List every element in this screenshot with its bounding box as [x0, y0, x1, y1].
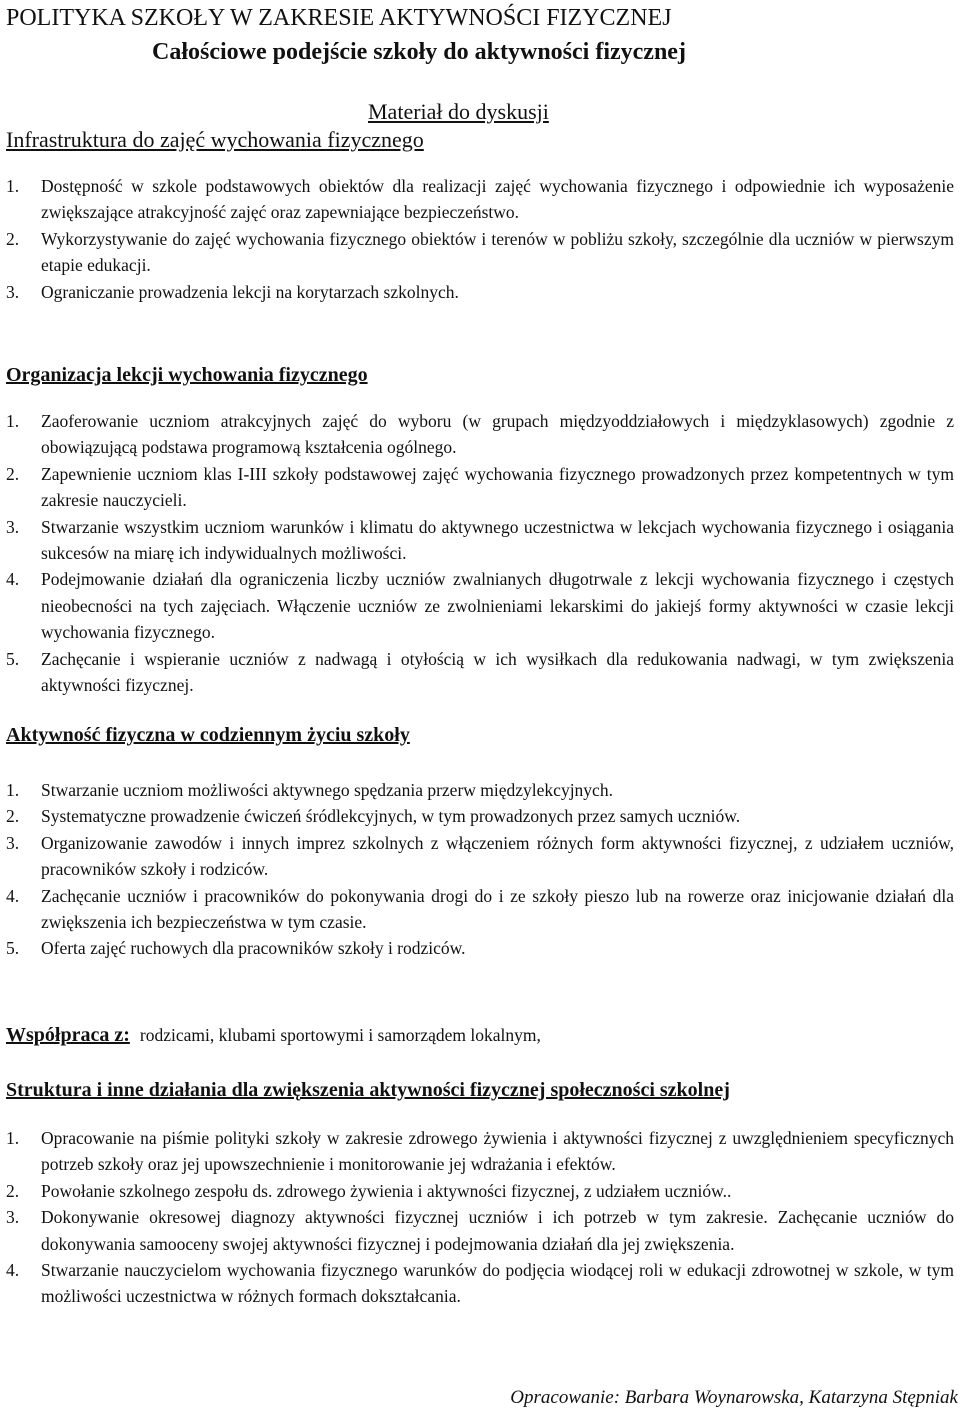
list-item: 2. Zapewnienie uczniom klas I-III szkoły podstawowej zajęć wychowania fizycznego prowadzonych przez kompetentnych w tym zakresie nauczycieli. [6, 463, 954, 511]
list-item: 2. Powołanie szkolnego zespołu ds. zdrowego żywienia i aktywności fizycznej, z udziałem uczniów.. [6, 1180, 732, 1201]
list-item: 2. Wykorzystywanie do zajęć wychowania fizycznego obiektów i terenów w pobliżu szkoły, szczególnie dla uczniów w pierwszym etapie edukacji. [6, 228, 954, 276]
document-subtitle: Całościowe podejście szkoły do aktywności fizycznej [152, 39, 686, 65]
list-item: 5. Zachęcanie i wspieranie uczniów z nadwagą i otyłością w ich wysiłkach dla redukowania nadwagi, w tym zwiększenia aktywności fizycznej. [6, 648, 954, 696]
list-item: 2. Systematyczne prowadzenie ćwiczeń śródlekcyjnych, w tym prowadzonych przez samych uczniów. [6, 806, 741, 827]
list-item: 1. Dostępność w szkole podstawowych obiektów dla realizacji zajęć wychowania fizycznego i odpowiednie ich wyposażenie zwiększające atrakcyjność zajęć oraz zapewniające bezpieczeństwo. [6, 176, 954, 223]
list-item: 4. Stwarzanie nauczycielom wychowania fizycznego warunków do podjęcia wiodącej roli w edukacji zdrowotnej w szkole, w tym możliwości uczestnictwa w różnych formach dokształcania. [6, 1260, 954, 1307]
list-item: 5. Oferta zajęć ruchowych dla pracowników szkoły i rodziców. [6, 938, 466, 959]
list-item: 4. Podejmowanie działań dla ograniczenia liczby uczniów zwalnianych długotrwale z lekcji wychowania fizycznego i częstych nieobecności na tych zajęciach. Włączenie uczniów ze zwolnieniami lekarskimi do jakiejś formy aktywności w czasie lekcji wychowania fizycznego. [6, 569, 954, 643]
material-label: Materiał do dyskusji [368, 99, 549, 124]
infrastructure-list [0, 173, 954, 305]
daily-activity-list [0, 777, 954, 962]
list-item: 1. Zaoferowanie uczniom atrakcyjnych zajęć do wyboru (w grupach międzyoddziałowych i międzyklasowych) zgodnie z obowiązującą podstawa programową kształcenia ogólnego. [6, 411, 954, 458]
cooperation-label: Współpraca z: [6, 1024, 130, 1046]
section-heading-infrastructure: Infrastruktura do zajęć wychowania fizycznego [6, 127, 424, 152]
list-item: 3. Dokonywanie okresowej diagnozy aktywności fizycznej uczniów i ich potrzeb w tym zakresie. Zachęcanie uczniów do dokonywania samooceny swojej aktywności fizycznej i podejmowania działań dla jej zwiększenia. [6, 1207, 954, 1254]
list-item: 1. Opracowanie na piśmie polityki szkoły w zakresie zdrowego żywienia i aktywności fizycznej z uwzględnieniem specyficznych potrzeb szkoły oraz jej upowszechnienie i monitorowanie jej wdrażania i efektów. [6, 1128, 954, 1175]
organization-list [0, 408, 954, 698]
section-heading-daily-activity: Aktywność fizyczna w codziennym życiu szkoły [6, 724, 410, 746]
list-item: 3. Organizowanie zawodów i innych imprez szkolnych z włączeniem różnych form aktywności fizycznej, z udziałem uczniów, pracowników szkoły i rodziców. [6, 832, 954, 880]
structure-list [0, 1125, 954, 1310]
cooperation-line [6, 1022, 541, 1048]
list-item: 1. Stwarzanie uczniom możliwości aktywnego spędzania przerw międzylekcyjnych. [6, 780, 613, 800]
list-item: 3. Ograniczanie prowadzenia lekcji na korytarzach szkolnych. [6, 281, 459, 302]
cooperation-text: rodzicami, klubami sportowymi i samorządem lokalnym, [139, 1025, 541, 1045]
list-item: 3. Stwarzanie wszystkim uczniom warunków i klimatu do aktywnego uczestnictwa w lekcjach wychowania fizycznego i osiągania sukcesów na miarę ich indywidualnych możliwości. [6, 516, 954, 564]
section-heading-structure: Struktura i inne działania dla zwiększenia aktywności fizycznej społeczności szkolnej [6, 1079, 730, 1101]
document-title: POLITYKA SZKOŁY W ZAKRESIE AKTYWNOŚCI FIZYCZNEJ [6, 5, 672, 31]
section-heading-organization: Organizacja lekcji wychowania fizycznego [6, 364, 368, 386]
author-credit: Opracowanie: Barbara Woynarowska, Katarzyna Stępniak [510, 1387, 958, 1408]
list-item: 4. Zachęcanie uczniów i pracowników do pokonywania drogi do i ze szkoły pieszo lub na rowerze oraz inicjowanie działań dla zwiększenia ich bezpieczeństwa w tym czasie. [6, 885, 954, 933]
